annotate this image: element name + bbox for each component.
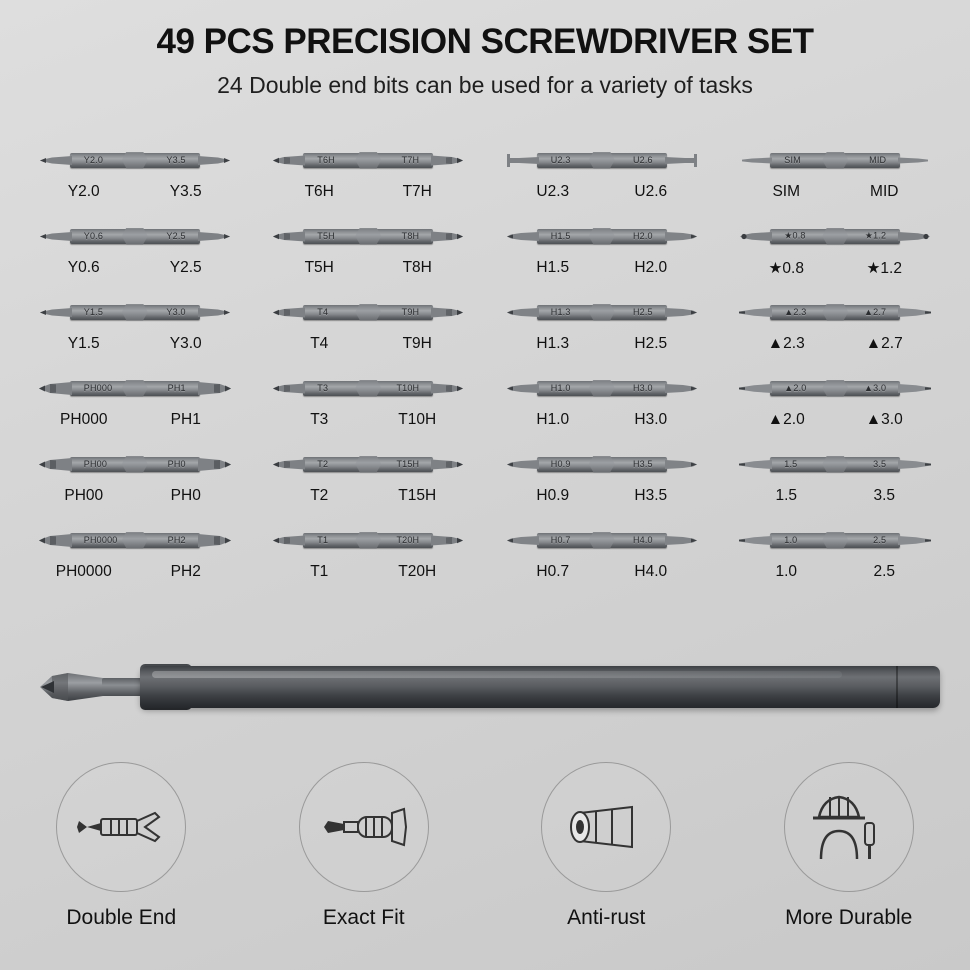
bit-labels (485, 183, 719, 201)
screwdriver-handle (22, 640, 942, 720)
bit-label-right: PH0 (170, 487, 201, 504)
bit-collar (122, 532, 148, 549)
bit-collar (355, 152, 381, 169)
bit-label-left: H1.5 (536, 259, 570, 276)
handle-highlight (152, 671, 842, 678)
bit-engrave-left: T1 (317, 535, 329, 545)
bit-label-left: H1.3 (536, 335, 570, 352)
bit-label-left: T1 (310, 563, 329, 580)
bit-collar (822, 532, 848, 549)
bit-collar (822, 456, 848, 473)
bit-label-right: H3.5 (634, 487, 668, 504)
bit-engrave-left: Y0.6 (83, 231, 104, 241)
bit-engrave-right: U2.6 (632, 155, 653, 165)
bit-labels (252, 487, 486, 505)
flat-tip (898, 455, 932, 474)
bit-labels (18, 563, 252, 581)
bit-graphic (18, 518, 252, 562)
hex-tip (505, 303, 539, 322)
pin-tip (738, 151, 772, 170)
page-title: 49 PCS PRECISION SCREWDRIVER SET (156, 22, 814, 61)
bit-engrave-left: PH000 (83, 383, 113, 393)
feature-item (21, 762, 221, 930)
feature-label: More Durable (785, 906, 913, 929)
hex-tip (665, 227, 699, 246)
bits-grid (18, 138, 952, 594)
bit-engrave-right: ▲3.0 (864, 383, 887, 393)
bit-collar (355, 304, 381, 321)
bit-label-left: PH000 (60, 411, 108, 428)
torx-tip (271, 303, 305, 322)
torx-tip (431, 303, 465, 322)
bit-label-left: H0.9 (536, 487, 570, 504)
flat-tip (738, 303, 772, 322)
bit-engrave-right: 2.5 (873, 535, 887, 545)
bit-engrave-left: ▲2.0 (784, 383, 807, 393)
bit-collar (589, 456, 615, 473)
bit-item (252, 290, 486, 366)
bit-labels (719, 487, 953, 505)
torx-tip (271, 379, 305, 398)
bit-graphic (252, 366, 486, 410)
bit-label-left: Y0.6 (67, 259, 100, 276)
flat-tip (738, 531, 772, 550)
bit-engrave-left: T3 (317, 383, 329, 393)
bit-graphic (252, 290, 486, 334)
bit-engrave-left: T6H (317, 155, 335, 165)
tri-wing-tip (38, 227, 72, 246)
bit-collar (822, 380, 848, 397)
phillips-tip (38, 455, 72, 474)
bit-engrave-left: ★0.8 (784, 230, 806, 241)
bit-engrave-left: T4 (317, 307, 329, 317)
bit-labels (719, 183, 953, 201)
bit-graphic (719, 290, 953, 334)
bit-engrave-left: H1.5 (550, 231, 571, 241)
hex-tip (505, 379, 539, 398)
bit-label-left: SIM (772, 183, 801, 200)
bit-item (252, 442, 486, 518)
torx-tip (431, 455, 465, 474)
hex-tip (505, 455, 539, 474)
flat-tip (738, 455, 772, 474)
bit-label-left: 1.5 (775, 487, 798, 504)
bit-graphic (719, 138, 953, 182)
bit-engrave-right: T10H (396, 383, 420, 393)
bit-engrave-left: H0.9 (550, 459, 571, 469)
bit-graphic (485, 214, 719, 258)
bit-label-right: PH1 (170, 411, 201, 428)
bit-collar (122, 304, 148, 321)
bit-collar (822, 152, 848, 169)
bit-label-right: 2.5 (873, 563, 896, 580)
phillips-tip (198, 379, 232, 398)
bit-item (18, 366, 252, 442)
bit-engrave-right: H3.5 (632, 459, 653, 469)
hex-tip (505, 531, 539, 550)
bit-label-left: U2.3 (536, 183, 570, 200)
bit-labels (485, 411, 719, 429)
bit-engrave-right: Y3.5 (166, 155, 186, 165)
metal-tube-icon (541, 762, 671, 892)
torx-tip (431, 531, 465, 550)
bit-item (485, 138, 719, 214)
bit-label-left: ★0.8 (768, 260, 804, 277)
torx-tip (271, 227, 305, 246)
bit-label-left: T6H (304, 183, 334, 200)
page-subtitle: 24 Double end bits can be used for a variety of tasks (217, 72, 753, 98)
bit-labels (485, 487, 719, 505)
header (0, 0, 970, 99)
bit-label-right: ▲2.7 (865, 335, 903, 352)
bit-engrave-right: MID (869, 155, 887, 165)
bit-labels (252, 259, 486, 277)
bit-labels (18, 335, 252, 353)
bit-collar (589, 380, 615, 397)
bit-item (485, 518, 719, 594)
bit-label-right: ▲3.0 (865, 411, 903, 428)
bit-labels (252, 183, 486, 201)
torx-tip (271, 151, 305, 170)
features-row (0, 762, 970, 930)
phillips-bit-installed-icon (38, 668, 110, 706)
bit-labels (485, 259, 719, 277)
bit-labels (719, 259, 953, 278)
bit-collar (589, 228, 615, 245)
bit-engrave-right: ▲2.7 (864, 307, 887, 317)
bit-graphic (252, 138, 486, 182)
bit-collar (122, 152, 148, 169)
feature-item (749, 762, 949, 930)
bit-labels (18, 259, 252, 277)
bit-engrave-right: ★1.2 (864, 230, 887, 241)
bit-collar (355, 532, 381, 549)
bit-label-right: T9H (402, 335, 432, 352)
bit-engrave-right: H4.0 (632, 535, 653, 545)
bit-graphic (252, 518, 486, 562)
bit-labels (252, 411, 486, 429)
bit-engrave-left: H0.7 (550, 535, 571, 545)
bit-graphic (485, 518, 719, 562)
bit-label-right: T15H (398, 487, 437, 504)
bit-graphic (719, 518, 953, 562)
bit-label-left: T4 (310, 335, 329, 352)
bit-item (18, 442, 252, 518)
screwdriver-icon (299, 762, 429, 892)
bit-graphic (18, 442, 252, 486)
bit-item (719, 442, 953, 518)
bit-engrave-right: H2.5 (632, 307, 653, 317)
bit-collar (822, 304, 848, 321)
feature-label: Exact Fit (322, 906, 405, 929)
torx-tip (431, 227, 465, 246)
bit-label-right: PH2 (170, 563, 201, 580)
bit-graphic (18, 290, 252, 334)
bit-label-right: 3.5 (873, 487, 896, 504)
bit-graphic (485, 442, 719, 486)
bit-label-left: H1.0 (536, 411, 570, 428)
feature-item (264, 762, 464, 930)
bit-engrave-left: Y2.0 (83, 155, 104, 165)
feature-label: Double End (66, 906, 177, 929)
bit-graphic (252, 442, 486, 486)
bit-engrave-right: 3.5 (873, 459, 887, 469)
bit-labels (719, 563, 953, 581)
hex-tip (665, 455, 699, 474)
bit-labels (719, 335, 953, 353)
bit-collar (822, 228, 848, 245)
bit-engrave-left: Y1.5 (83, 307, 104, 317)
bit-collar (355, 228, 381, 245)
bit-labels (719, 411, 953, 429)
bit-collar (589, 532, 615, 549)
bit-engrave-right: T8H (401, 231, 420, 241)
bit-collar (589, 152, 615, 169)
u-fork-tip (665, 151, 699, 170)
bit-engrave-left: SIM (784, 155, 801, 165)
bit-label-right: T7H (402, 183, 432, 200)
bit-item (18, 290, 252, 366)
bit-collar (122, 380, 148, 397)
phillips-tip (198, 531, 232, 550)
bit-labels (485, 563, 719, 581)
bit-graphic (719, 442, 953, 486)
feature-label: Anti-rust (567, 906, 646, 929)
bit-engrave-left: 1.5 (784, 459, 798, 469)
torx-tip (431, 379, 465, 398)
hex-tip (665, 531, 699, 550)
bit-collar (122, 228, 148, 245)
bit-label-right: H4.0 (634, 563, 668, 580)
bit-engrave-right: H2.0 (632, 231, 653, 241)
bit-label-right: H2.5 (634, 335, 668, 352)
bit-item (485, 442, 719, 518)
bit-engrave-left: 1.0 (784, 535, 798, 545)
bit-item (252, 214, 486, 290)
bit-label-right: H2.0 (634, 259, 668, 276)
bit-label-right: MID (870, 183, 899, 200)
phillips-tip (38, 379, 72, 398)
worker-helmet-icon (784, 762, 914, 892)
torx-tip (271, 455, 305, 474)
bit-label-left: Y1.5 (67, 335, 100, 352)
bit-engrave-left: U2.3 (550, 155, 571, 165)
bit-label-right: T10H (398, 411, 437, 428)
pentalobe-tip (738, 227, 772, 246)
bit-item (719, 138, 953, 214)
flat-tip (898, 531, 932, 550)
bit-engrave-right: H3.0 (632, 383, 653, 393)
bit-engrave-left: PH00 (83, 459, 108, 469)
bit-graphic (485, 138, 719, 182)
bit-collar (355, 456, 381, 473)
bit-engrave-right: T20H (396, 535, 420, 545)
hex-tip (665, 303, 699, 322)
bit-item (18, 138, 252, 214)
bit-item (719, 214, 953, 290)
bit-item (719, 366, 953, 442)
torx-tip (431, 151, 465, 170)
bit-labels (485, 335, 719, 353)
u-fork-tip (505, 151, 539, 170)
flat-tip (898, 303, 932, 322)
bit-graphic (18, 138, 252, 182)
bit-label-left: H0.7 (536, 563, 570, 580)
bit-item (252, 366, 486, 442)
hex-tip (665, 379, 699, 398)
bit-labels (18, 487, 252, 505)
bit-item (18, 518, 252, 594)
feature-item (506, 762, 706, 930)
bit-label-left: T2 (310, 487, 329, 504)
bit-item (252, 518, 486, 594)
bit-label-right: Y2.5 (169, 259, 202, 276)
bit-label-left: PH0000 (55, 563, 112, 580)
bit-label-right: Y3.5 (169, 183, 202, 200)
bit-label-left: Y2.0 (67, 183, 100, 200)
flat-tip (738, 379, 772, 398)
bit-label-right: U2.6 (634, 183, 668, 200)
bit-label-right: Y3.0 (169, 335, 202, 352)
bit-engrave-right: Y3.0 (166, 307, 186, 317)
bit-labels (252, 563, 486, 581)
bit-label-left: 1.0 (775, 563, 798, 580)
bit-engrave-left: H1.0 (550, 383, 571, 393)
bit-item (485, 366, 719, 442)
phillips-tip (38, 531, 72, 550)
bit-item (18, 214, 252, 290)
bit-engrave-right: PH0 (167, 459, 186, 469)
bit-engrave-right: T15H (396, 459, 420, 469)
double-end-bit-icon (56, 762, 186, 892)
bit-graphic (18, 366, 252, 410)
bit-graphic (485, 366, 719, 410)
bit-item (485, 290, 719, 366)
bit-labels (252, 335, 486, 353)
bit-engrave-left: ▲2.3 (784, 307, 807, 317)
bit-engrave-left: PH0000 (83, 535, 118, 545)
bit-engrave-right: PH1 (167, 383, 186, 393)
bit-graphic (252, 214, 486, 258)
bit-graphic (485, 290, 719, 334)
hex-tip (505, 227, 539, 246)
pentalobe-tip (898, 227, 932, 246)
torx-tip (271, 531, 305, 550)
pin-tip (898, 151, 932, 170)
bit-engrave-left: H1.3 (550, 307, 571, 317)
bit-labels (18, 183, 252, 201)
bit-item (719, 518, 953, 594)
bit-collar (122, 456, 148, 473)
bit-label-left: ▲2.3 (767, 335, 805, 352)
bit-graphic (719, 366, 953, 410)
bit-item (252, 138, 486, 214)
bit-label-right: ★1.2 (866, 260, 902, 277)
phillips-tip (198, 455, 232, 474)
tri-wing-tip (198, 227, 232, 246)
bit-label-right: H3.0 (634, 411, 668, 428)
bit-label-left: PH00 (64, 487, 104, 504)
flat-tip (898, 379, 932, 398)
bit-collar (355, 380, 381, 397)
tri-wing-tip (198, 303, 232, 322)
bit-collar (589, 304, 615, 321)
bit-engrave-right: T9H (401, 307, 420, 317)
bit-labels (18, 411, 252, 429)
bit-engrave-right: T7H (401, 155, 420, 165)
bit-label-right: T20H (398, 563, 437, 580)
tri-wing-tip (198, 151, 232, 170)
tri-wing-tip (38, 303, 72, 322)
bit-engrave-left: T5H (317, 231, 335, 241)
bit-item (719, 290, 953, 366)
bit-graphic (719, 214, 953, 258)
bit-label-right: T8H (402, 259, 432, 276)
bit-label-left: T3 (310, 411, 329, 428)
bit-engrave-left: T2 (317, 459, 329, 469)
bit-engrave-right: PH2 (167, 535, 186, 545)
bit-label-left: ▲2.0 (767, 411, 805, 428)
bit-graphic (18, 214, 252, 258)
bit-label-left: T5H (304, 259, 334, 276)
bit-item (485, 214, 719, 290)
bit-engrave-right: Y2.5 (166, 231, 186, 241)
tri-wing-tip (38, 151, 72, 170)
